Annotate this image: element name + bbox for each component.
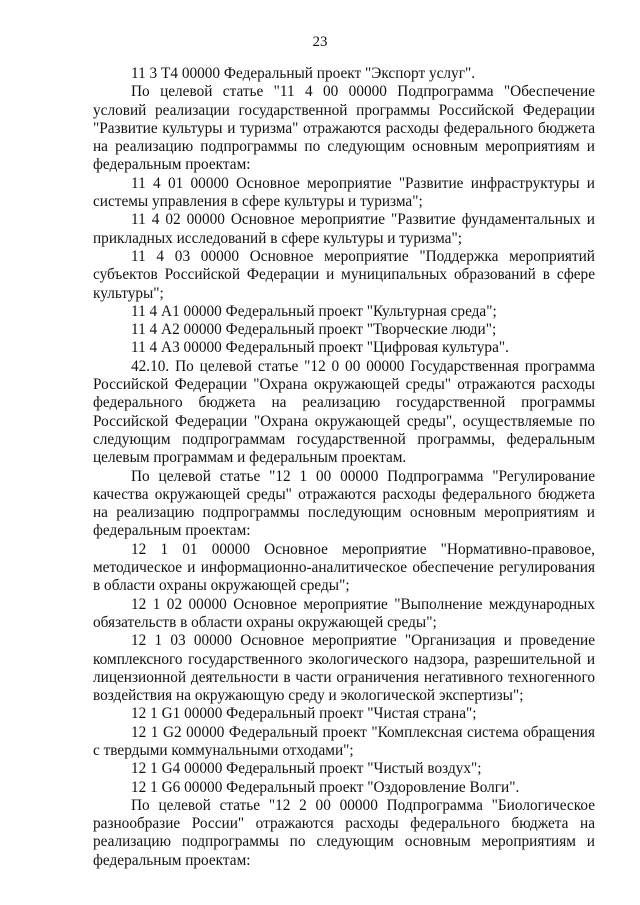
paragraph-12-1-02: 12 1 02 00000 Основное мероприятие "Выполнение международных обязательств в области охраны окружающей среды"; bbox=[93, 595, 595, 631]
document-body bbox=[93, 65, 595, 870]
paragraph-11-4-a3: 11 4 А3 00000 Федеральный проект "Цифровая культура". bbox=[131, 339, 509, 357]
page-number: 23 bbox=[312, 34, 328, 50]
paragraph-42-10: 42.10. По целевой статье "12 0 00 00000 Государственная программа Российской Федерации "Охрана окружающей среды" отражаются расходы федерального бюджета на реализацию государственной программы Российской Федерации "Охрана окружающей среды", осуществляемые по следующим подпрограммам государственной программы, федеральным целевым программам и федеральным проектам. bbox=[93, 357, 595, 467]
paragraph-12-1-g1: 12 1 G1 00000 Федеральный проект "Чистая страна"; bbox=[131, 705, 477, 723]
paragraph-11-4-01: 11 4 01 00000 Основное мероприятие "Развитие инфраструктуры и системы управления в сфере культуры и туризма"; bbox=[93, 174, 595, 211]
paragraph-12-1-g4: 12 1 G4 00000 Федеральный проект "Чистый воздух"; bbox=[131, 760, 482, 778]
paragraph-12-1-g6: 12 1 G6 00000 Федеральный проект "Оздоровление Волги". bbox=[131, 778, 520, 796]
paragraph-11-4-02: 11 4 02 00000 Основное мероприятие "Развитие фундаментальных и прикладных исследований в сфере культуры и туризма"; bbox=[93, 211, 595, 247]
paragraph-11-4-a1: 11 4 А1 00000 Федеральный проект "Культурная среда"; bbox=[131, 302, 497, 320]
paragraph-11-4-a2: 11 4 А2 00000 Федеральный проект "Творческие люди"; bbox=[131, 321, 497, 339]
paragraph-export-services: 11 3 Т4 00000 Федеральный проект "Экспорт услуг". bbox=[131, 65, 476, 82]
paragraph-12-1-g2: 12 1 G2 00000 Федеральный проект "Комплексная система обращения с твердыми коммунальными отходами"; bbox=[93, 723, 595, 759]
paragraph-12-1-03: 12 1 03 00000 Основное мероприятие "Организация и проведение комплексного государственного экологического надзора, разрешительной и лицензионной деятельности в части ограничения негативного техногенного воздействия на окружающую среду и экологической экспертизы"; bbox=[93, 632, 595, 705]
paragraph-12-1-01: 12 1 01 00000 Основное мероприятие "Нормативно-правовое, методическое и информационно-аналитическое обеспечение регулирования в области охраны окружающей среды"; bbox=[93, 540, 595, 595]
paragraph-subprogram-11-4: По целевой статье "11 4 00 00000 Подпрограмма "Обеспечение условий реализации государственной программы Российской Федерации "Развитие культуры и туризма" отражаются расходы федерального бюджета на реализацию подпрограммы по следующим основным мероприятиям и федеральным проектам: bbox=[93, 83, 595, 174]
paragraph-subprogram-12-1: По целевой статье "12 1 00 00000 Подпрограмма "Регулирование качества окружающей среды" отражаются расходы федерального бюджета на реализацию подпрограммы последующим основным мероприятиям и федеральным проектам: bbox=[93, 467, 595, 540]
paragraph-11-4-03: 11 4 03 00000 Основное мероприятие "Поддержка мероприятий субъектов Российской Федерации и муниципальных образований в сфере культуры"; bbox=[93, 247, 595, 302]
paragraph-subprogram-12-2: По целевой статье "12 2 00 00000 Подпрограмма "Биологическое разнообразие России" отражаются расходы федерального бюджета на реализацию подпрограммы по следующим основным мероприятиям и федеральным проектам: bbox=[93, 796, 595, 869]
